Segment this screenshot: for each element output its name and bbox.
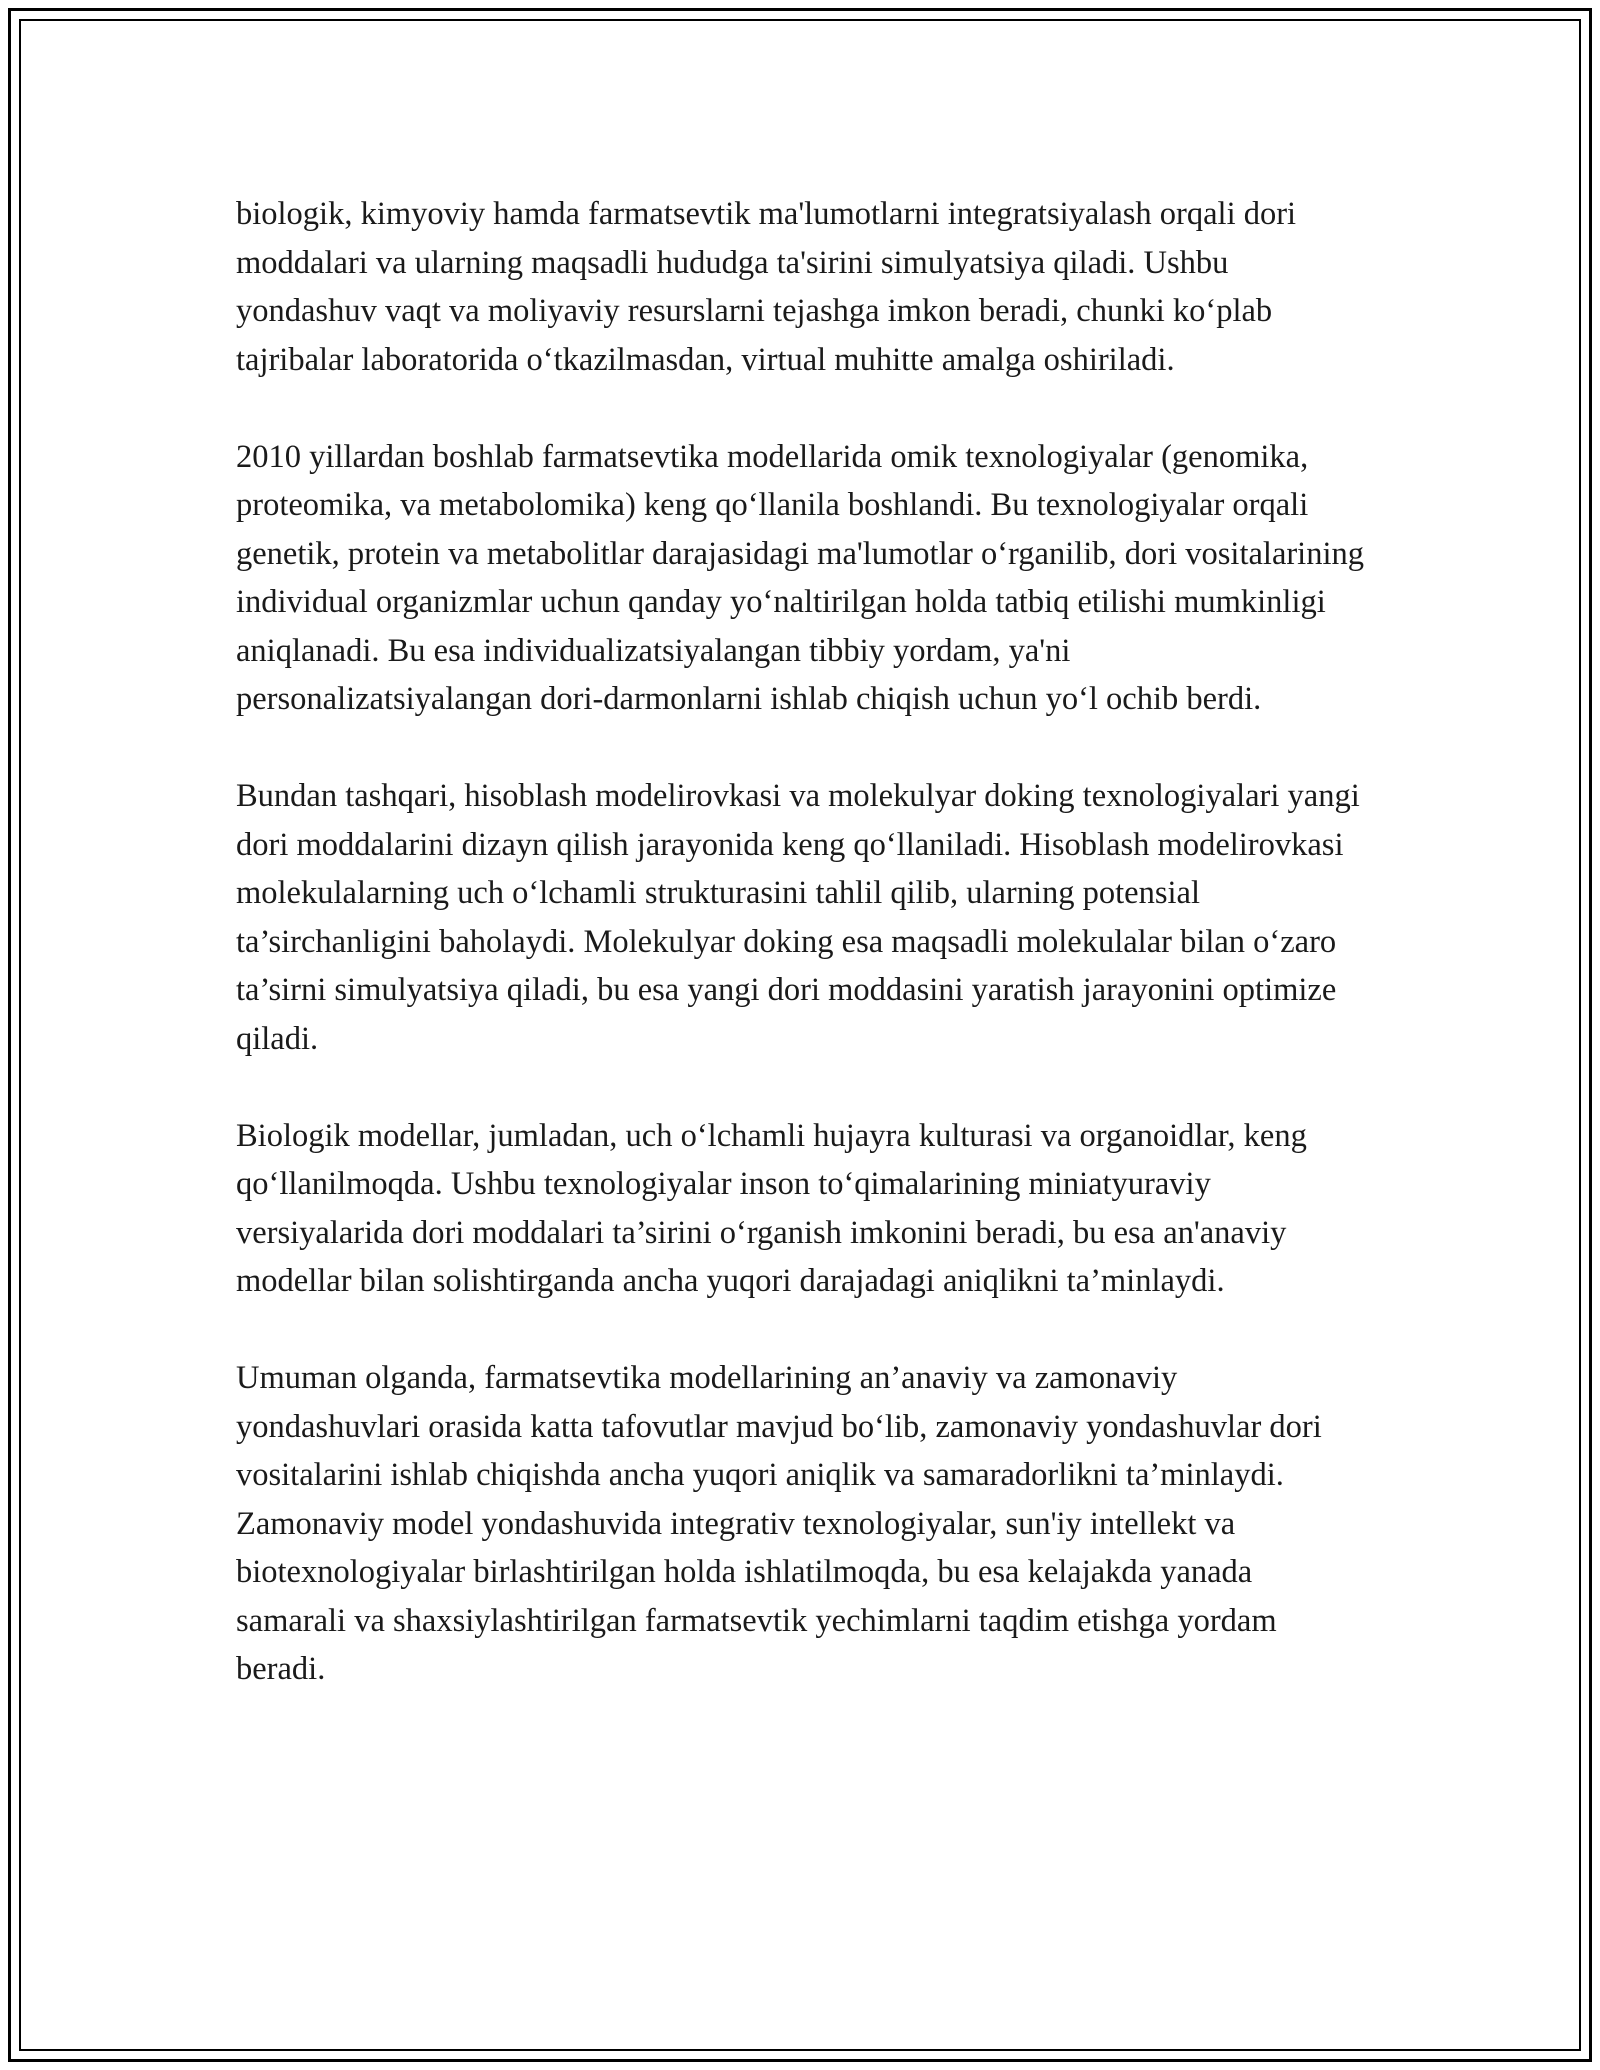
paragraph-2: 2010 yillardan boshlab farmatsevtika modellarida omik texnologiyalar (genomika, proteomika, va metabolomika) keng qoʻllanila boshlandi. Bu texnologiyalar orqali genetik, protein va metabolitlar darajasidagi ma'lumotlar oʻrganilib, dori vositalarining individual organizmlar uchun qanday yoʻnaltirilgan holda tatbiq etilishi mumkinligi aniqlanadi. Bu esa individualizatsiyalangan tibbiy yordam, ya'ni personalizatsiyalangan dori-darmonlarni ishlab chiqish uchun yoʻl ochib berdi. xyxy=(236,438,1364,717)
document-body xyxy=(236,190,1366,1694)
paragraph-1: biologik, kimyoviy hamda farmatsevtik ma'lumotlarni integratsiyalash orqali dori moddalari va ularning maqsadli hududga ta'sirini simulyatsiya qiladi. Ushbu yondashuv vaqt va moliyaviy resurslarni tejashga imkon beradi, chunki koʻplab tajribalar laboratorida oʻtkazilmasdan, virtual muhitte amalga oshiriladi. xyxy=(236,196,1297,378)
paragraph-4: Biologik modellar, jumladan, uch oʻlchamli hujayra kulturasi va organoidlar, keng qoʻllanilmoqda. Ushbu texnologiyalar inson toʻqimalarining miniatyuraviy versiyalarida dori moddalari ta’sirini oʻrganish imkonini beradi, bu esa an'anaviy modellar bilan solishtirganda ancha yuqori darajadagi aniqlikni ta’minlaydi. xyxy=(236,1117,1307,1299)
paragraph-5: Umuman olganda, farmatsevtika modellarining an’anaviy va zamonaviy yondashuvlari orasida katta tafovutlar mavjud boʻlib, zamonaviy yondashuvlar dori vositalarini ishlab chiqishda ancha yuqori aniqlik va samaradorlikni ta’minlaydi. Zamonaviy model yondashuvida integrativ texnologiyalar, sun'iy intellekt va biotexnologiyalar birlashtirilgan holda ishlatilmoqda, bu esa kelajakda yanada samarali va shaxsiylashtirilgan farmatsevtik yechimlarni taqdim etishga yordam beradi. xyxy=(236,1360,1322,1687)
paragraph-3: Bundan tashqari, hisoblash modelirovkasi va molekulyar doking texnologiyalari yangi dori moddalarini dizayn qilish jarayonida keng qoʻllaniladi. Hisoblash modelirovkasi molekulalarning uch oʻlchamli strukturasini tahlil qilib, ularning potensial ta’sirchanligini baholaydi. Molekulyar doking esa maqsadli molekulalar bilan oʻzaro ta’sirni simulyatsiya qiladi, bu esa yangi dori moddasini yaratish jarayonini optimize qiladi. xyxy=(236,778,1360,1057)
